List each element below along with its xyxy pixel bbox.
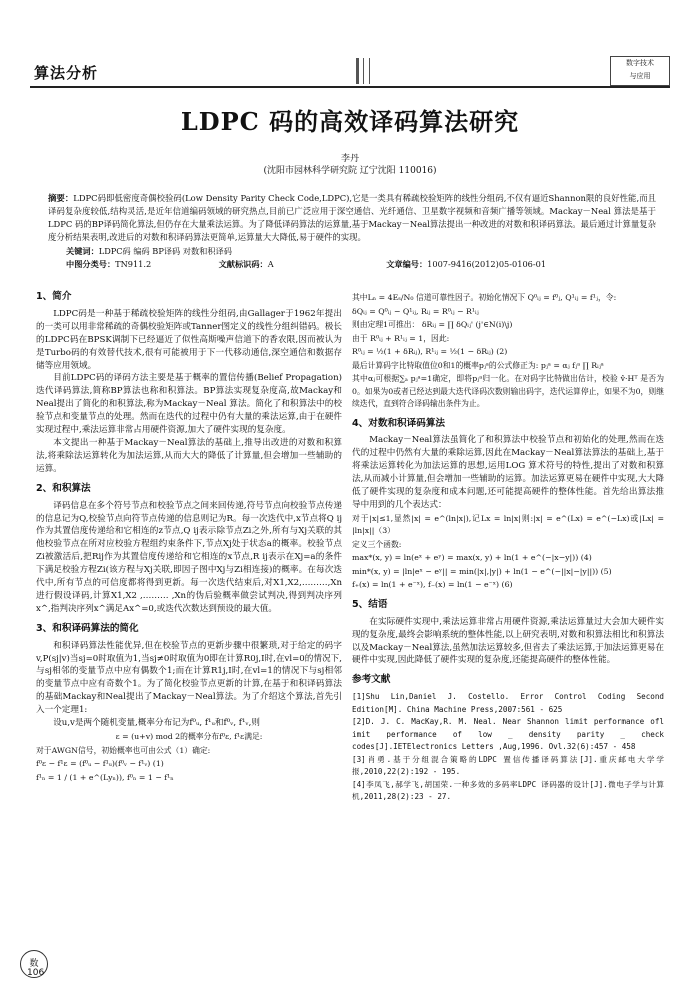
left-column bbox=[36, 291, 342, 785]
equation: 则由定理1可推出： δRᵢⱼ = ∏ δQᵢⱼ' (j'∈N(i)\j) bbox=[352, 320, 513, 329]
equation: f₊(x) = ln(1 + e⁻ˣ), f₋(x) = ln(1 − e⁻ˣ) (6) bbox=[352, 580, 513, 590]
equation: 对于AWGN信号，初始概率也可由公式（1）确定: bbox=[36, 745, 211, 755]
page-header bbox=[30, 56, 670, 88]
equation: 其中αⱼ可根据∑ₐ pⱼᵃ=1确定，即将pⱼᵃ归一化。在对码字比特做出估计，校验 v̂·Hᵀ 是否为0。如果为0或者已经达到最大迭代译码次数则输出码字，迭代运算停止，如果不为0，则继续迭代，直到符合译码输出条件为止。 bbox=[352, 374, 664, 408]
header-rule bbox=[30, 86, 670, 88]
abstract-label: 摘要： bbox=[48, 193, 74, 203]
logo-line-1: 数字技术 bbox=[626, 59, 654, 67]
page-number: 106 bbox=[27, 968, 45, 978]
abstract bbox=[48, 192, 656, 244]
header-divider bbox=[356, 58, 359, 84]
section-heading: 5、结语 bbox=[352, 598, 388, 610]
paragraph: 本文提出一种基于Mackay－Neal算法的基础上,推导出改进的对数和积算法,将乘除法运算转化为加法运算,从而大大的降低了计算量,但会增加一些辅助的运算。 bbox=[36, 437, 342, 474]
paragraph: Mackay－Neal算法虽简化了和积算法中校验节点和初始化的处理,然而在迭代的过程中仍然有大量的乘除运算,因此在Mackay－Neal算法算法的基础上,基于将乘法运算转化为加法运算的思想,运用LOG 算术符号的特性,提出了对数和积算法,从而减小计算量,但会增加一些辅助的运算。加法运算更易在硬件中实现,大大降低了硬件实现的复杂度和成本问题,还可能提高硬件的整体性能。首先给出算法推导中用到的几个表达式： bbox=[352, 435, 664, 510]
paragraph: LDPC码是一种基于稀疏校验矩阵的线性分组码,由Gallager于1962年提出的一类可以用非常稀疏的奇偶校验矩阵或Tanner图定义的线性分组纠错码。极长的LDPC码在BPSK调制下已经逼近了似性高斯噪声信道下的香农限,因而被认为是Turbo码的有效替代技术,很有可能被用于下一代移动通信,深空通信和数据存储等应用领域。 bbox=[36, 308, 342, 371]
article-number-value: 1007-9416(2012)05-0106-01 bbox=[427, 259, 547, 269]
reference-item: [3]肖勇.基于分组混合策略的LDPC 置信传播译码算法[J].重庆邮电大学学报,2010,22(2):192 - 195. bbox=[352, 754, 664, 777]
header-divider bbox=[369, 58, 370, 84]
affiliation: (沈阳市园林科学研究院 辽宁沈阳 110016) bbox=[263, 166, 437, 176]
equation: R⁰ᵢⱼ = ½(1 + δRᵢⱼ), R¹ᵢⱼ = ½(1 − δRᵢⱼ) (2) bbox=[352, 347, 508, 356]
author: 李丹 bbox=[340, 154, 359, 164]
equation: min*(x, y) = |ln|eˣ − eʸ|| = min(|x|,|y|) + ln(1 − e^(−||x|−|y||)) (5) bbox=[352, 566, 612, 576]
classification-line bbox=[66, 259, 646, 270]
article-title: LDPC 码的高效译码算法研究 bbox=[180, 107, 520, 136]
seal-text: 数 bbox=[29, 959, 39, 969]
paragraph: 在实际硬件实现中,乘法运算非常占用硬件资源,乘法运算量过大会加大硬件实现的复杂度,最终会影响系统的整体性能,以上研究表明,对数和积算法相比和积算法以及Mackay－Neal算法,虽然加法运算较多,但省去了乘法运算,于加法运算更易在硬件中实现,因此降低了硬件实现的复杂度,还能提高硬件的整体性能。 bbox=[352, 616, 664, 666]
header-divider bbox=[363, 58, 364, 84]
equation: ε = (u+v) mod 2的概率分布f⁰ε, f¹ε满足: bbox=[115, 732, 263, 741]
reference-item: [4]李凤飞,郝学飞,胡国荣.一种多效的多码率LDPC 译码器的设计[J].微电子学与计算机,2011,28(2):23 - 27. bbox=[352, 779, 664, 802]
equation: 对于|x|≤1,显然|x| = e^(ln|x|),记Lx = ln|x|则:|x| = e^(Lx) = e^(−Lx)或|Lx| = |ln|x||（3） bbox=[352, 513, 664, 536]
clc-label: 中图分类号： bbox=[66, 259, 116, 269]
reference-item: [2]D. J. C. MacKay,R. M. Neal. Near Shannon limit performance ofl imit performance of low _ density parity _ check codes[J].IETElectronics Letters ,Aug,1996. Ovl.32(6):457 - 458 bbox=[352, 717, 664, 752]
section-label: 算法分析 bbox=[34, 64, 99, 82]
journal-logo bbox=[610, 56, 670, 86]
section-heading: 2、和积算法 bbox=[36, 482, 91, 494]
equation: 定义三个函数: bbox=[352, 539, 402, 549]
equation: 最后计算码字比特取值位0和1的概率pⱼᵃ的公式修正为: pⱼᵃ = αⱼ fⱼᵃ ∏ Rᵢⱼᵃ bbox=[352, 360, 604, 370]
doc-code-value: A bbox=[267, 259, 274, 269]
keywords-text: LDPC码 编码 BP译码 对数和积译码 bbox=[98, 246, 232, 256]
section-heading: 4、对数和积译码算法 bbox=[352, 417, 446, 429]
section-heading: 3、和积译码算法的简化 bbox=[36, 622, 139, 634]
doc-code-label: 文献标识码： bbox=[218, 259, 268, 269]
equation: f⁰ε − f¹ε = (f⁰ᵤ − f¹ᵤ)(f⁰ᵥ − f¹ᵥ) (1) bbox=[36, 759, 164, 768]
equation: 由于 R⁰ᵢⱼ + R¹ᵢⱼ = 1，因此: bbox=[352, 333, 450, 343]
reference-item: [1]Shu Lin,Daniel J. Costello. Error Control Coding Second Edition[M]. China Machine Press,2007:561 - 625 bbox=[352, 692, 664, 714]
section-heading: 1、简介 bbox=[36, 291, 72, 302]
equation: δQᵢⱼ = Q⁰ᵢⱼ − Q¹ᵢⱼ, Rᵢⱼ = R⁰ᵢⱼ − R¹ᵢⱼ bbox=[352, 306, 479, 316]
equation: max*(x, y) = ln(eˣ + eʸ) = max(x, y) + ln(1 + e^(−|x−y|)) (4) bbox=[352, 553, 592, 563]
keywords-label: 关键词： bbox=[66, 246, 99, 256]
equation: f¹ₙ = 1 / (1 + e^(Lyₙ)), f⁰ₙ = 1 − f¹ₙ bbox=[36, 772, 174, 782]
references-heading: 参考文献 bbox=[352, 674, 391, 686]
paragraph: 译码信息在多个符号节点和校验节点之间来回传递,符号节点向校验节点传递的信息记为Q,校验节点向符节点传递的信息则记为R。每一次迭代中,x节点将Q ij作为其置信度传递给和它相连的z节点,Q ij表示除节点Zi之外,所有与Xj关联的其他校验节点在所对应校验方程组约束条件下,节点Xj处于状态a的概率。校验节点Zi被激活后,把Rij作为其置信度传递给和它相连的x节点,R ij表示在Xj=a的条件下满足校验方程Zi(该方程与Xj关联,即因子图中Xj与Zi相连接)的概率。在每次迭代中,所有节点的可信度都将得到更新。每一次迭代结束后,对X1,X2,………,Xn进行假设译码,计算X1,X2 ,……… ,Xn的伪后验概率做尝试判决,得到判决序列x^,指判决序列x^满足Ax^=0,或迭代次数达到预设的最大值。 bbox=[36, 500, 342, 614]
abstract-text: LDPC码即低密度奇偶校验码(Low Density Parity Check Code,LDPC),它是一类具有稀疏校验矩阵的线性分组码,不仅有逼近Shannon限的良好性能,而且译码复杂度较低,结构灵活,是近年信道编码领域的研究热点,目前已广泛应用于深空通信、光纤通信、卫星数字视频和音频广播等领域。Mackay－Neal 算法是基于LDPC 码的BP译码简化算法,但仍存在大量乘法运算。为了降低译码算法的运算量,基于Mackay－Neal算法提出一种改进的对数和积译码算法。最后通过计算量复杂度分析结果表明,改进后的对数和积译码算法更简单,运算量大大降低,易于硬件的实现。 bbox=[48, 193, 656, 242]
paragraph: 和积译码算法性能优异,但在校验节点的更新步骤中很繁琐,对于给定的码字v,P(sj|v)当sj=0时取值为1,当sj≠0时取值为0即在计算R0j,I时,在vl=0的情况下,与sj相邻的变量节点中应有偶数个1;而在计算R1j,I时,在vl=1的情况下与sj相邻的变量节点中应有奇数个1。为了简化校验节点更新的计算,在基于和积译码算法的基础Mackay和Neal提出了Mackay－Neal算法。为了介绍这个算法,首先引入一个定理1: bbox=[36, 640, 342, 716]
paragraph: 目前LDPC码的译码方法主要是基于概率的置信传播(Belief Propagation)迭代译码算法,简称BP算法也称和积算法。BP算法实现复杂度高,故Mackay和Neal提出了简化的和积算法,称为Mackay－Neal 算法。简化了和积算法中的校验节点和变量节点的处理。然而在迭代的过程中仍有大量的乘法运算,由于在硬件实现过程中,乘法运算非常占用硬件资源,加大了硬件实现的复杂度。 bbox=[36, 373, 342, 436]
article-number-label: 文章编号： bbox=[386, 259, 428, 269]
right-column bbox=[352, 291, 664, 804]
paragraph: 设u,v是两个随机变量,概率分布记为f⁰ᵤ, f¹ᵤ和f⁰ᵥ, f¹ᵥ,则 bbox=[53, 718, 260, 729]
keywords bbox=[66, 246, 232, 257]
logo-line-2: 与应用 bbox=[629, 72, 651, 80]
clc-value: TN911.2 bbox=[115, 259, 152, 269]
equation: 其中Lₙ = 4Eₛ/N₀ 信道可靠性因子。初始化情况下 Q⁰ᵢⱼ = f⁰ⱼ, Q¹ᵢⱼ = f¹ⱼ，令: bbox=[352, 293, 617, 302]
